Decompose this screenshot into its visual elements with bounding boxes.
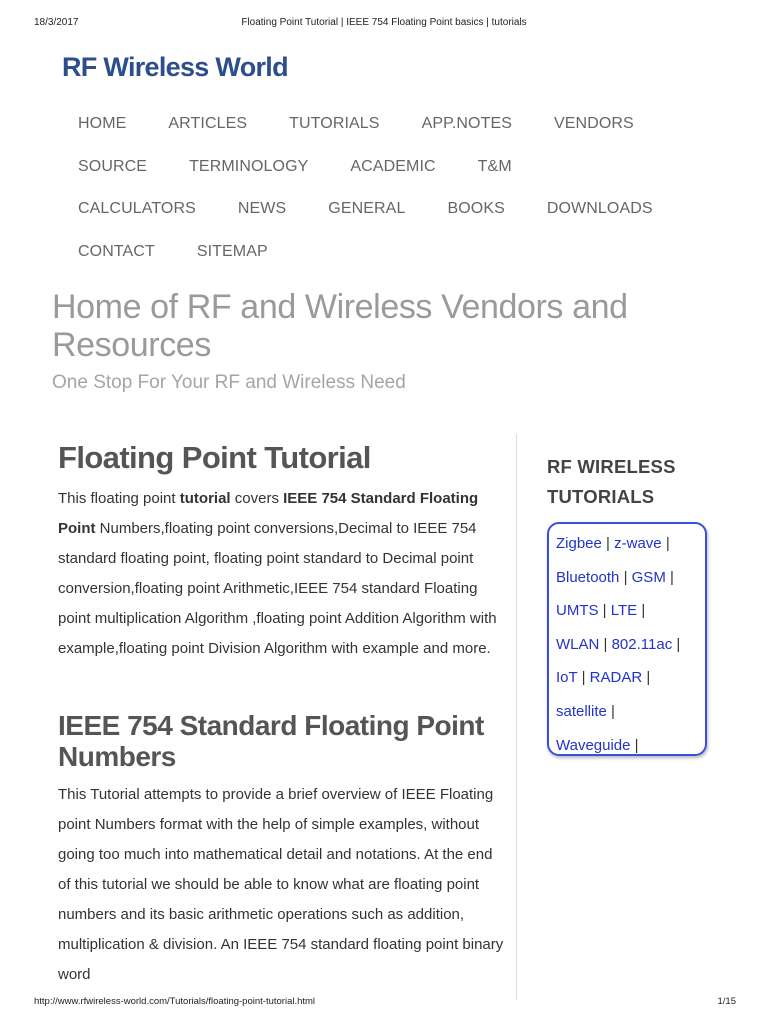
intro-bold-text: IEEE 754 Standard Floating Point: [58, 490, 479, 537]
tutorial-link-802-11ac[interactable]: 802.11ac: [611, 635, 673, 653]
tutorial-links-row: [556, 527, 705, 561]
nav-row: [78, 243, 718, 286]
link-separator: |: [603, 635, 608, 653]
tutorial-link-umts[interactable]: UMTS: [556, 602, 599, 620]
tutorial-link-iot[interactable]: IoT: [556, 669, 578, 687]
column-divider: [516, 434, 517, 1000]
tutorial-links-row: [556, 695, 705, 729]
tutorial-link-zigbee[interactable]: Zigbee: [556, 535, 602, 552]
link-separator: |: [623, 568, 628, 586]
link-separator: |: [676, 635, 681, 653]
site-logo-title[interactable]: RF Wireless World: [62, 52, 288, 82]
nav-item-terminology[interactable]: TERMINOLOGY: [189, 157, 309, 175]
intro-text: Numbers,floating point conversions,Decimal to IEEE 754 standard floating point, floating point standard to Decimal point conversion,floating point Arithmetic,IEEE 754 standard Floating point multiplication Algorithm ,floating point Addition Algorithm with example,floating point Division Algorithm with example and more.: [58, 520, 497, 657]
intro-text: covers: [230, 490, 284, 507]
nav-item-general[interactable]: GENERAL: [328, 200, 406, 217]
print-page-number: 1/15: [717, 996, 736, 1007]
link-separator: |: [611, 702, 615, 720]
tutorial-links-row: [556, 628, 705, 662]
nav-item-source[interactable]: SOURCE: [78, 157, 148, 175]
tutorial-link-gsm[interactable]: GSM: [631, 568, 666, 586]
print-header: [0, 17, 768, 31]
nav-item-t-and-m[interactable]: T&M: [477, 157, 512, 175]
nav-row: [78, 115, 718, 158]
link-separator: |: [606, 535, 610, 552]
nav-item-news[interactable]: NEWS: [237, 200, 287, 217]
nav-item-calculators[interactable]: CALCULATORS: [78, 200, 196, 217]
nav-item-downloads[interactable]: DOWNLOADS: [546, 200, 653, 217]
nav-item-vendors[interactable]: VENDORS: [554, 115, 634, 132]
tutorial-link-bluetooth[interactable]: Bluetooth: [556, 568, 620, 586]
article-intro-paragraph: [58, 484, 508, 664]
link-separator: |: [602, 602, 607, 620]
nav-item-contact[interactable]: CONTACT: [78, 242, 155, 260]
nav-item-academic[interactable]: ACADEMIC: [350, 157, 436, 175]
link-separator: |: [669, 568, 674, 586]
tutorial-links-row: [556, 729, 705, 763]
article-title: Floating Point Tutorial: [58, 440, 371, 475]
link-separator: |: [634, 736, 639, 754]
link-separator: |: [646, 669, 651, 687]
tutorial-links-row: [556, 594, 705, 628]
tutorial-link-lte[interactable]: LTE: [610, 602, 638, 620]
sidebar-heading: RF WIRELESS TUTORIALS: [547, 456, 676, 507]
intro-bold-text: tutorial: [179, 490, 231, 507]
nav-item-home[interactable]: HOME: [78, 115, 127, 132]
tutorial-link-z-wave[interactable]: z-wave: [614, 535, 662, 552]
tutorial-link-wlan[interactable]: WLAN: [556, 635, 600, 653]
tutorial-link-radar[interactable]: RADAR: [589, 669, 643, 687]
print-footer: [0, 996, 768, 1010]
section-paragraph: This Tutorial attempts to provide a brief overview of IEEE Floating point Numbers format with the help of simple examples, without going too much into mathematical detail and notations. At the end of this tutorial we should be able to know what are floating point numbers and its basic arithmetic operations such as addition, multiplication & division. An IEEE 754 standard floating point binary word: [58, 786, 504, 983]
link-separator: |: [581, 669, 586, 687]
nav-row: [78, 200, 718, 243]
nav-item-books[interactable]: BOOKS: [447, 200, 505, 217]
nav-item-app-notes[interactable]: APP.NOTES: [421, 115, 512, 132]
print-page-title: Floating Point Tutorial | IEEE 754 Floating Point basics | tutorials: [241, 17, 527, 28]
print-page-url: http://www.rfwireless-world.com/Tutorials/floating-point-tutorial.html: [34, 996, 316, 1007]
nav-item-sitemap[interactable]: SITEMAP: [196, 242, 268, 260]
link-separator: |: [665, 535, 670, 552]
site-tagline-heading: Home of RF and Wireless Vendors and Resources: [52, 288, 628, 364]
nav-item-articles[interactable]: ARTICLES: [168, 115, 248, 132]
tutorial-links-row: [556, 661, 705, 695]
nav-item-tutorials[interactable]: TUTORIALS: [289, 115, 380, 132]
tutorial-link-satellite[interactable]: satellite: [556, 702, 607, 720]
sidebar: [547, 452, 747, 754]
intro-text: This floating point: [58, 490, 180, 507]
article-content: [58, 440, 508, 983]
tutorial-links-row: [556, 561, 705, 595]
tutorial-links-box: [547, 522, 707, 756]
section-heading: IEEE 754 Standard Floating Point Numbers: [58, 710, 484, 772]
nav-row: [78, 158, 718, 201]
main-navigation: [78, 115, 718, 285]
site-tagline-subheading: One Stop For Your RF and Wireless Need: [52, 372, 406, 393]
tutorial-link-waveguide[interactable]: Waveguide: [556, 736, 631, 754]
print-date: 18/3/2017: [34, 17, 79, 28]
link-separator: |: [641, 602, 646, 620]
